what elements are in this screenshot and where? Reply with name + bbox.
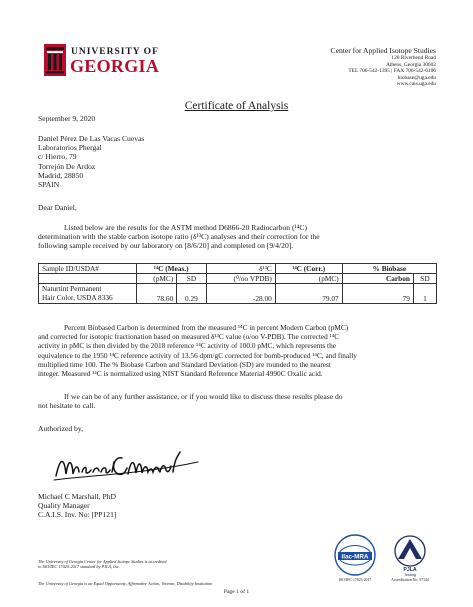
invoice-number: C.A.I.S. Inv. No: [PP121] — [38, 510, 117, 520]
cell-biobase: 79 — [342, 284, 413, 304]
header-d13c: δ¹³C — [206, 264, 275, 274]
signoff-block — [38, 492, 116, 520]
method-line-5: multiplied time 100. The % Biobase Carbon and Standard Deviation (SD) are rounded to the nearest — [38, 359, 331, 369]
subheader-pmc: (pMC) — [136, 274, 177, 284]
equal-opportunity-note: The University of Georgia is an Equal Opportunity, Affirmative Action, Veteran, Disability Institution — [38, 581, 213, 586]
cell-d13c: -28.00 — [206, 284, 275, 304]
ilac-mra-badge-icon — [333, 533, 377, 577]
pra-badge-sub: Testing — [403, 573, 417, 577]
sample-line-1: Naturtint Permanent — [42, 284, 102, 293]
ilac-caption: ISO/IEC 17025:2017 — [338, 578, 372, 582]
recipient-name: Daniel Pérez De Las Vacas Cuevas — [38, 134, 145, 143]
method-paragraph — [38, 323, 453, 378]
subheader-pmc2: (pMC) — [275, 274, 342, 284]
cell-sd2: 1 — [413, 284, 436, 304]
table-row — [39, 284, 437, 304]
lab-email: biobase@uga.edu — [397, 74, 436, 81]
intro-line-3: following sample received by our laboratory on [8/6/20] and completed on [9/4/20]. — [38, 241, 294, 251]
lab-address: 120 Riverbend Road — [391, 55, 436, 61]
pra-caption: Accreditation No. 97144 — [391, 578, 429, 582]
cell-sample — [39, 284, 137, 304]
subheader-carbon: Carbon — [342, 274, 413, 284]
signer-name: Michael C Marshall, PhD — [38, 492, 117, 501]
lab-name: Center for Applied Isotope Studies — [330, 46, 436, 55]
header-meas: ¹⁴C (Meas.) — [136, 264, 206, 274]
lab-address-block — [246, 46, 436, 88]
method-line-3: activity in pMC is then divided by the 2018 reference ¹⁴C activity of 100.0 pMC, which represents the — [38, 341, 336, 351]
closing-paragraph — [38, 392, 453, 410]
signature-graphic — [52, 448, 202, 484]
university-main-text: GEORGIA — [70, 56, 160, 76]
recipient-street: c/ Hierro, 79 — [38, 152, 77, 162]
recipient-block — [38, 134, 144, 189]
method-line-1: Percent Biobased Carbon is determined from the measured ¹⁴C in percent Modern Carbon (pMC) — [64, 323, 349, 332]
ilac-badge-text: ilac-MRA — [341, 553, 369, 561]
recipient-company: Laboratorios Phergal — [38, 143, 102, 153]
university-top-text: UNIVERSITY OF — [71, 47, 159, 57]
subheader-sd: SD — [177, 274, 207, 284]
accreditation-note — [38, 559, 167, 570]
cell-pmc: 78.60 — [136, 284, 177, 304]
closing-line-2: not hesitate to call. — [38, 401, 96, 411]
header-sample: Sample ID/USDA# — [39, 264, 137, 274]
table-header-row — [39, 264, 437, 274]
recipient-region: Madrid, 28850 — [38, 170, 84, 180]
intro-line-2: determination with the stable carbon isotope ratio (δ¹³C) analyses and their correction for the — [38, 232, 320, 242]
subheader-blank — [39, 274, 137, 284]
lab-city: Athens, Georgia 30602 — [385, 61, 436, 68]
recipient-city: Torrejón De Ardoz — [38, 161, 96, 171]
sample-line-2: Hair Color, USDA 8336 — [42, 292, 113, 302]
intro-line-1: Listed below are the results for the ASTM method D6866-20 Radiocarbon (¹⁴C) — [64, 223, 308, 232]
header-corr: ¹⁴C (Corr.) — [275, 264, 342, 274]
intro-paragraph — [38, 223, 438, 251]
subheader-vpdb: (⁰/oo VPDB) — [206, 274, 275, 284]
method-line-6: integer. Measured ¹⁴C is normalized using NIST Standard Reference Material 4990C Oxalic acid. — [38, 369, 323, 379]
lab-web: www.cais.uga.edu — [396, 81, 436, 88]
signer-role: Quality Manager — [38, 501, 90, 511]
certificate-title: Certificate of Analysis — [184, 100, 289, 112]
pra-badge-text: PJLA — [403, 567, 417, 573]
letter-date: September 9, 2020 — [38, 114, 96, 123]
header-biobase: % Biobase — [342, 264, 436, 274]
cell-sd: 0.29 — [177, 284, 207, 304]
subheader-sd2: SD — [413, 274, 436, 284]
salutation: Dear Daniel, — [38, 203, 77, 212]
cell-corr: 79.07 — [275, 284, 342, 304]
pjla-accreditation-badge-icon — [388, 533, 432, 577]
accreditation-line-1: The University of Georgia Center for Applied Isotope Studies is accredited — [38, 559, 167, 564]
page-number: Page 1 of 1 — [223, 589, 250, 595]
accreditation-line-2: to ISO/IEC 17025:2017 standard by PJLA, Inc. — [38, 564, 120, 570]
table-subheader-row — [39, 274, 437, 284]
method-line-4: equivalence to the 1950 ¹⁴C reference activity of 13.56 dpm/gC corrected for bomb-produced ¹⁴C, and finally — [38, 350, 357, 360]
recipient-country: SPAIN — [38, 180, 60, 190]
lab-phone: TEL 706-542-1395 | FAX 706-542-6106 — [348, 68, 436, 75]
uga-arch-logo-icon — [44, 44, 66, 76]
authorized-by: Authorized by, — [38, 424, 84, 433]
results-table — [38, 263, 437, 304]
closing-line-1: If we can be of any further assistance, or if you would like to discuss these results please do — [64, 392, 343, 401]
method-line-2: and corrected for isotopic fractionation based on measured δ¹³C value (o/oo V-PDB). The corrected ¹⁴C — [38, 332, 340, 342]
